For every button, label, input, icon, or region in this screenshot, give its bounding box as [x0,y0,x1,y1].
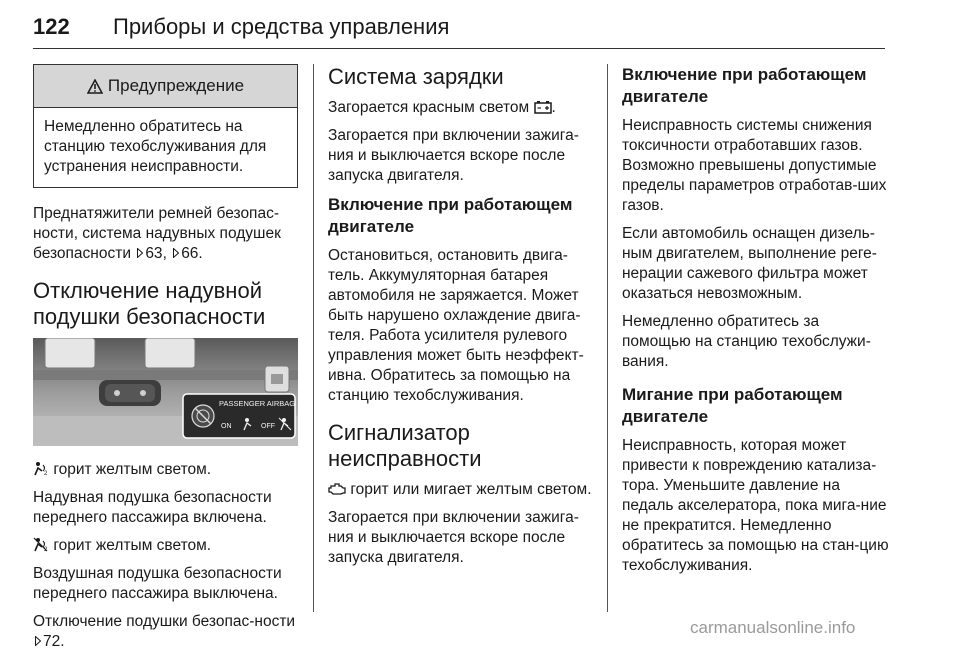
column-2 [328,64,593,576]
svg-text:2: 2 [44,471,48,476]
page-number: 122 [33,14,70,39]
engine-icon [328,482,346,496]
deactivation-text: Отключение подушки безопас-ности [33,613,296,630]
pretensioner-paragraph: Преднатяжители ремней безопас-ности, система надувных подушек безопасности 63, 66. [33,205,281,262]
charging-red-line [328,98,593,118]
airbag-off-label: OFF [261,423,275,430]
on-engine-running-heading: Включение при работающем двигателе [622,65,867,106]
engine-running-text: Остановиться, остановить двига-тель. Аккумуляторная батарея автомобиля не заряжается. Может быть нарушено охлаждение двига-теля. Работа усилителя рулевого управления может быть неэффект-ивна. Обратитесь за помощью на станцию техобслуживания. [328,247,584,404]
charging-ignition-text: Загорается при включении зажига-ния и выключается вскоре после запуска двигателя. [328,127,579,184]
airbag-on-line [33,460,298,480]
deactivation-paragraph [33,612,298,652]
malfunction-indicator-heading: Сигнализатор неисправности [328,420,482,471]
warning-box [33,64,298,188]
column-3 [622,64,892,584]
flashing-heading: Мигание при работающем двигателе [622,385,843,426]
airbag-off-line [33,536,298,556]
warning-triangle-icon [87,79,103,94]
airbag-on-icon [33,461,49,476]
battery-icon [534,100,552,114]
airbag-on-description: Надувная подушка безопасности переднего пассажира включена. [33,489,272,526]
pretensioner-ref-2[interactable]: 66. [181,245,203,262]
airbag-off-icon-text: горит желтым светом. [53,537,212,554]
diesel-text: Если автомобиль оснащен дизель-ным двигателем, выполнение реге-нерации сажевого фильтра может оказаться невозможным. [622,225,877,302]
mil-icon-text: горит или мигает желтым светом. [350,481,592,498]
page-header [33,14,885,49]
mil-line [328,480,593,500]
mil-ignition-text: Загорается при включении зажига-ния и выключается вскоре после запуска двигателя. [328,509,579,566]
reference-arrow-icon [173,248,179,258]
warning-text: Немедленно обратитесь на станцию техобслуживания для устранения неисправности. [44,118,267,175]
deactivation-ref[interactable]: 72. [43,633,65,650]
airbag-off-icon [33,537,49,552]
watermark: carmanualsonline.info [690,618,856,637]
reference-arrow-icon [137,248,143,258]
svg-text:2: 2 [44,547,48,552]
warning-header [34,65,297,108]
passenger-airbag-label: PASSENGER AIRBAG [219,399,296,408]
charging-red-text: Загорается красным светом [328,99,530,116]
running-title: Приборы и средства управления [113,14,450,39]
airbag-indicator-photo [33,338,298,446]
airbag-deactivation-heading: Отключение надувной подушки безопасности [33,278,266,329]
flashing-text: Неисправность, которая может привести к повреждению катализа-тора. Уменьшите давление на педаль акселератора, пока мига-ние не прекратится. Немедленно обратитесь за помощью на стан-цию техобслуживания. [622,437,889,574]
charging-red-suffix: . [551,99,556,116]
column-divider-1 [313,64,314,612]
pretensioner-ref-1[interactable]: 63 [145,245,163,262]
pretensioner-text: Преднатяжители ремней безопас-ности, система надувных подушек безопасности [33,205,281,262]
airbag-off-description: Воздушная подушка безопасности переднего пассажира выключена. [33,565,282,602]
warning-title: Предупреждение [107,76,245,95]
emission-text: Неисправность системы снижения токсичности отработавших газов. Возможно превышены допустимые пределы параметров отработав-ших газов. [622,117,887,214]
column-divider-2 [607,64,608,612]
column-1 [33,64,298,660]
service-text: Немедленно обратитесь за помощью на станцию техобслужи-вания. [622,313,871,370]
airbag-on-icon-text: горит желтым светом. [53,461,212,478]
charging-system-heading: Система зарядки [328,64,504,89]
reference-arrow-icon [35,636,41,646]
engine-running-heading: Включение при работающем двигателе [328,195,573,236]
airbag-on-label: ON [221,423,232,430]
